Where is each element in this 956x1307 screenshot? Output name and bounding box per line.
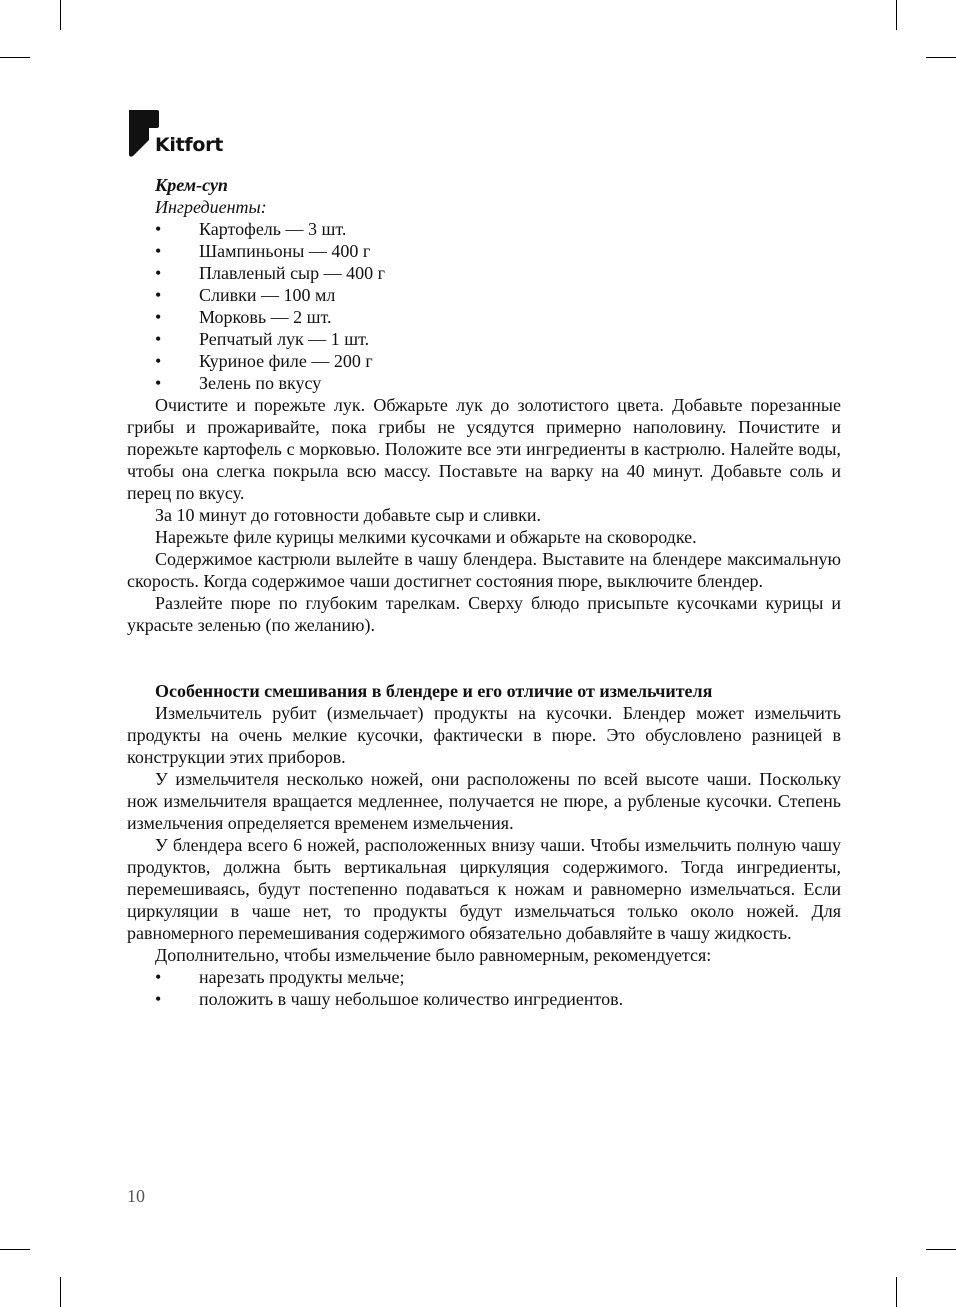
crop-mark-top-right-h	[926, 57, 956, 58]
crop-mark-top-left	[60, 0, 61, 30]
page-number: 10	[127, 1186, 145, 1206]
section-heading: Особенности смешивания в блендере и его отличие от измельчителя	[155, 681, 713, 701]
ingredients-label: Ингредиенты:	[155, 197, 267, 217]
bullet: •	[155, 263, 162, 283]
bullet: •	[155, 989, 162, 1009]
ingredient-text: Плавленый сыр — 400 г	[199, 263, 386, 283]
list-item	[127, 218, 841, 240]
bullet: •	[155, 219, 162, 239]
tips-list	[127, 966, 841, 1010]
list-item	[127, 350, 841, 372]
bullet: •	[155, 241, 162, 261]
ingredient-text: Сливки — 100 мл	[199, 285, 336, 305]
ingredient-text: Шампиньоны — 400 г	[199, 241, 371, 261]
list-item	[127, 262, 841, 284]
crop-mark-bottom-left	[60, 1277, 61, 1307]
ingredient-text: Морковь — 2 шт.	[199, 307, 332, 327]
recipe-title: Крем-суп	[155, 175, 228, 195]
section-paragraph: Дополнительно, чтобы измельчение было равномерным, рекомендуется:	[155, 945, 712, 965]
recipe-step: Нарежьте филе курицы мелкими кусочками и обжарьте на сковородке.	[155, 527, 697, 547]
ingredient-text: Куриное филе — 200 г	[199, 351, 373, 371]
bullet: •	[155, 285, 162, 305]
logo-text: Kitfort	[155, 134, 223, 156]
list-item	[127, 372, 841, 394]
recipe-step: Очистите и порежьте лук. Обжарьте лук до золотистого цвета. Добавьте порезанные грибы и прожаривайте, пока грибы не усядутся примерно наполовину. Почистите и порежьте картофель с морковью. Положите все эти ингредиенты в кастрюлю. Налейте воды, чтобы она слегка покрыла всю массу. Поставьте на варку на 40 минут. Добавьте соль и перец по вкусу.	[127, 395, 841, 503]
section-paragraph: Измельчитель рубит (измельчает) продукты на кусочки. Блендер может измельчить продукты на очень мелкие кусочки, фактически в пюре. Это обусловлено разницей в конструкции этих приборов.	[127, 703, 841, 767]
list-item	[127, 988, 841, 1010]
bullet: •	[155, 307, 162, 327]
crop-mark-bottom-left-h	[0, 1249, 30, 1250]
kitfort-logo	[127, 110, 247, 158]
list-item	[127, 306, 841, 328]
tip-text: нарезать продукты мельче;	[199, 967, 405, 987]
ingredient-text: Репчатый лук — 1 шт.	[199, 329, 370, 349]
ingredients-list	[127, 218, 841, 394]
crop-mark-bottom-right-h	[926, 1249, 956, 1250]
bullet: •	[155, 351, 162, 371]
ingredient-text: Картофель — 3 шт.	[199, 219, 347, 239]
crop-mark-top-left-h	[0, 57, 30, 58]
section-spacer	[127, 636, 841, 680]
bullet: •	[155, 967, 162, 987]
recipe-step: Содержимое кастрюли вылейте в чашу блендера. Выставите на блендере максимальную скорость. Когда содержимое чаши достигнет состояния пюре, выключите блендер.	[127, 549, 841, 591]
recipe-step: Разлейте пюре по глубоким тарелкам. Сверху блюдо присыпьте кусочками курицы и украсьте зеленью (по желанию).	[127, 593, 841, 635]
recipe-step: За 10 минут до готовности добавьте сыр и сливки.	[155, 505, 541, 525]
tip-text: положить в чашу небольшое количество ингредиентов.	[199, 989, 624, 1009]
list-item	[127, 284, 841, 306]
ingredient-text: Зелень по вкусу	[199, 373, 322, 393]
list-item	[127, 966, 841, 988]
section-paragraph: У измельчителя несколько ножей, они расположены по всей высоте чаши. Поскольку нож измельчителя вращается медленнее, получается не пюре, а рубленые кусочки. Степень измельчения определяется временем измельчения.	[127, 769, 841, 833]
bullet: •	[155, 373, 162, 393]
section-paragraph: У блендера всего 6 ножей, расположенных внизу чаши. Чтобы измельчить полную чашу продуктов, должна быть вертикальная циркуляция содержимого. Тогда ингредиенты, перемешиваясь, будут постепенно подаваться к ножам и равномерно измельчаться. Если циркуляции в чаше нет, то продукты будут измельчаться только около ножей. Для равномерного перемешивания содержимого обязательно добавляйте в чашу жидкость.	[127, 835, 841, 943]
page-content	[127, 174, 841, 1010]
bullet: •	[155, 329, 162, 349]
crop-mark-top-right	[896, 0, 897, 30]
list-item	[127, 240, 841, 262]
list-item	[127, 328, 841, 350]
crop-mark-bottom-right	[896, 1277, 897, 1307]
